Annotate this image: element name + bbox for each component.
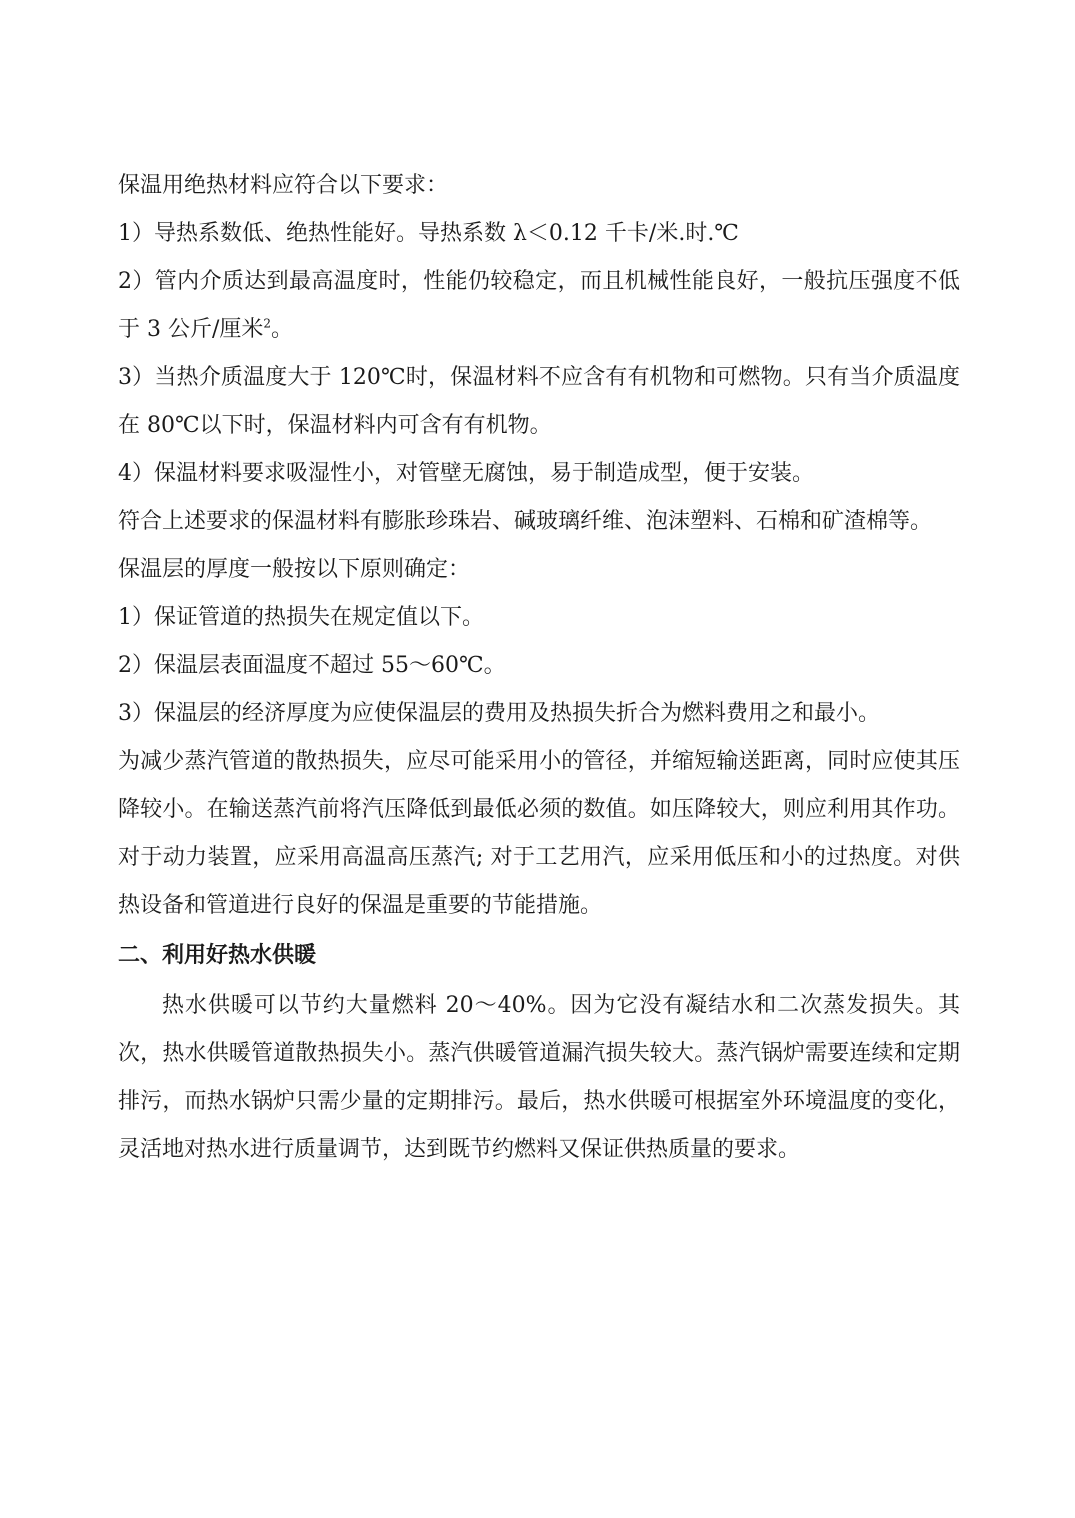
document-page	[118, 162, 960, 1174]
requirement-1: 1）导热系数低、绝热性能好。导热系数 λ＜0.12 千卡/米.时.℃	[118, 221, 739, 246]
hot-water-paragraph: 热水供暖可以节约大量燃料 20～40%。因为它没有凝结水和二次蒸发损失。其次，热水供暖管道散热损失小。蒸汽供暖管道漏汽损失较大。蒸汽锅炉需要连续和定期排污，而热水锅炉只需少量的定期排污。最后，热水供暖可根据室外环境温度的变化，灵活地对热水进行质量调节，达到既节约燃料又保证供热质量的要求。	[118, 993, 960, 1162]
thickness-rule-1: 1）保证管道的热损失在规定值以下。	[118, 605, 484, 630]
thickness-title: 保温层的厚度一般按以下原则确定：	[118, 557, 471, 582]
materials-paragraph: 符合上述要求的保温材料有膨胀珍珠岩、碱玻璃纤维、泡沫塑料、石棉和矿渣棉等。	[118, 509, 933, 534]
thickness-rule-3: 3）保温层的经济厚度为应使保温层的费用及热损失折合为燃料费用之和最小。	[118, 701, 880, 726]
requirement-4: 4）保温材料要求吸湿性小，对管壁无腐蚀，易于制造成型，便于安装。	[118, 461, 814, 486]
section-heading: 二、利用好热水供暖	[118, 943, 317, 968]
requirement-2-end: 。	[271, 317, 294, 342]
steam-paragraph: 为减少蒸汽管道的散热损失，应尽可能采用小的管径，并缩短输送距离，同时应使其压降较小。在输送蒸汽前将汽压降低到最低必须的数值。如压降较大，则应利用其作功。对于动力装置，应采用高温高压蒸汽; 对于工艺用汽，应采用低压和小的过热度。对供热设备和管道进行良好的保温是重要的节能措施。	[118, 749, 960, 918]
requirement-2-text: 2）管内介质达到最高温度时，性能仍较稳定，而且机械性能良好，一般抗压强度不低于 3 公斤/厘米	[118, 269, 960, 342]
thickness-rule-2: 2）保温层表面温度不超过 55～60℃。	[118, 653, 506, 678]
superscript: 2	[263, 316, 272, 331]
intro-title: 保温用绝热材料应符合以下要求：	[118, 173, 449, 198]
requirement-2	[118, 258, 960, 354]
requirement-3: 3）当热介质温度大于 120℃时，保温材料不应含有有机物和可燃物。只有当介质温度在 80℃以下时，保温材料内可含有有机物。	[118, 365, 960, 438]
